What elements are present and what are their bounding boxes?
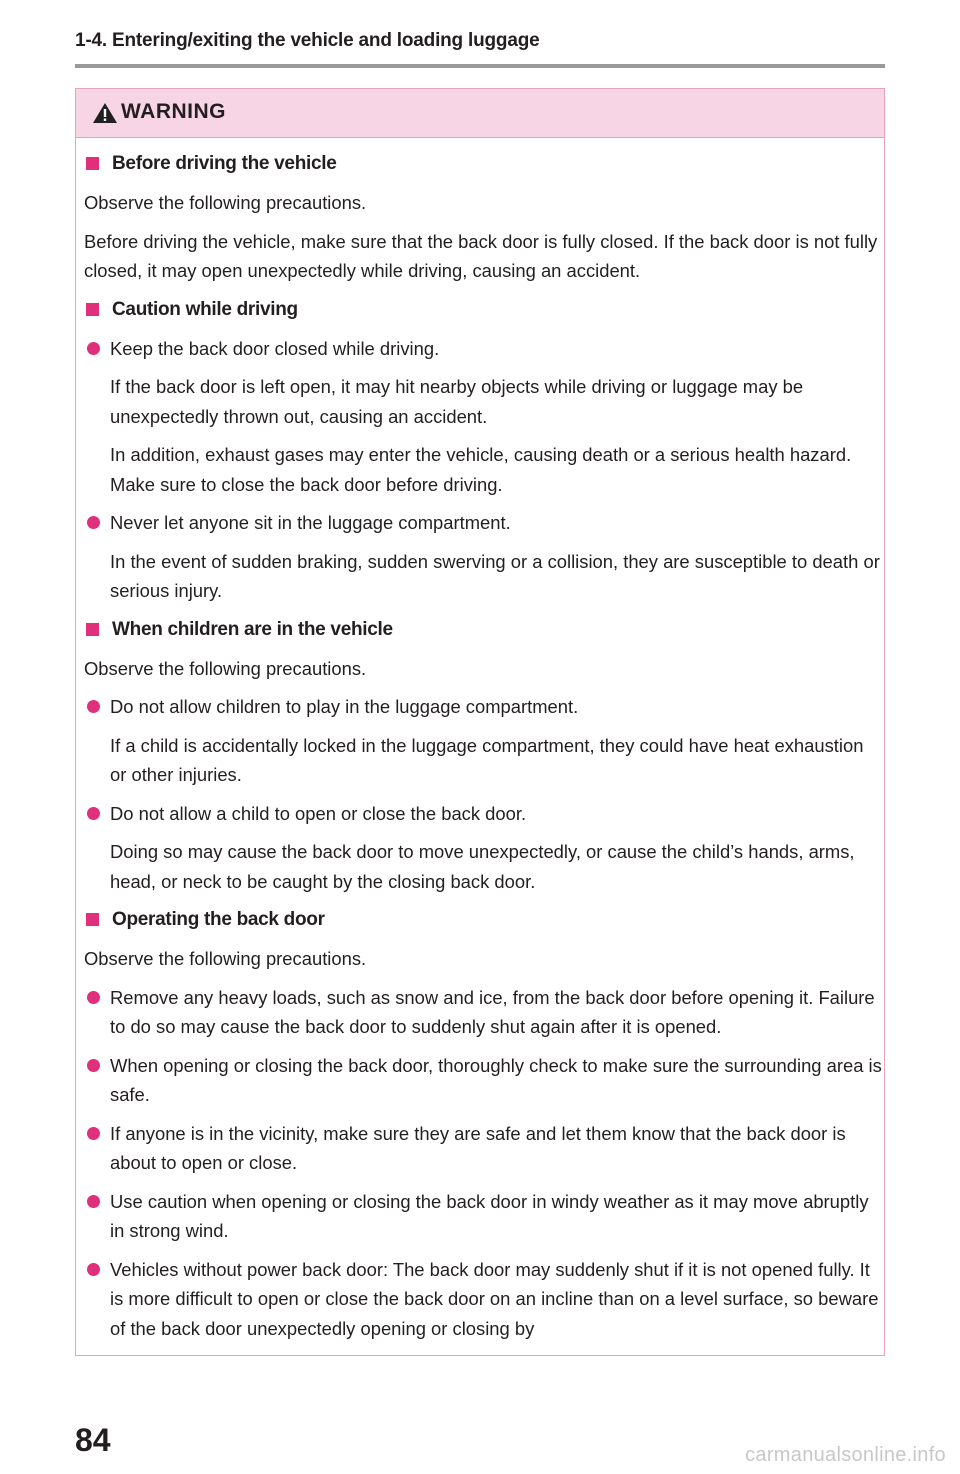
bullet-detail-text: In addition, exhaust gases may enter the vehicle, causing death or a serious health hazard. Make sure to close the back door before driving.	[110, 444, 852, 495]
warning-triangle-icon	[92, 102, 118, 124]
warning-title: WARNING	[121, 100, 226, 123]
bullet-item	[84, 983, 884, 1042]
header-divider	[75, 64, 885, 68]
paragraph-text: Before driving the vehicle, make sure that the back door is fully closed. If the back door is not fully closed, it may open unexpectedly while driving, causing an accident.	[84, 230, 878, 281]
paragraph-text: Observe the following precautions.	[84, 192, 367, 213]
circle-bullet-icon	[87, 700, 100, 713]
bullet-detail-text: In the event of sudden braking, sudden swerving or a collision, they are susceptible to death or serious injury.	[110, 550, 880, 601]
square-bullet-icon	[86, 623, 99, 636]
bullet-detail-text: If a child is accidentally locked in the luggage compartment, they could have heat exhaustion or other injuries.	[110, 734, 864, 785]
bullet-text: When opening or closing the back door, thoroughly check to make sure the surrounding area is safe.	[110, 1054, 882, 1105]
bullet-text: Keep the back door closed while driving.	[110, 337, 440, 359]
bullet-item	[84, 508, 884, 538]
watermark: carmanualsonline.info	[745, 1444, 946, 1466]
circle-bullet-icon	[87, 991, 100, 1004]
bullet-item	[84, 334, 884, 364]
circle-bullet-icon	[87, 1195, 100, 1208]
bullet-item	[84, 1187, 884, 1246]
circle-bullet-icon	[87, 1059, 100, 1072]
paragraph-text: Observe the following precautions.	[84, 657, 367, 679]
bullet-text: Use caution when opening or closing the back door in windy weather as it may move abruptly in strong wind.	[110, 1190, 869, 1241]
bullet-item	[84, 799, 884, 829]
page-number: 84	[75, 1422, 111, 1458]
bullet-detail-text: Doing so may cause the back door to move unexpectedly, or cause the child’s hands, arms, head, or neck to be caught by the closing back door.	[110, 841, 855, 892]
bullet-text: Vehicles without power back door: The back door may suddenly shut if it is not opened fully. It is more difficult to open or close the back door on an incline than on a level surface, so beware of the back door unexpectedly opening or closing by	[110, 1258, 879, 1339]
section-heading	[84, 905, 884, 935]
bullet-text: Do not allow a child to open or close the back door.	[110, 802, 527, 824]
section-heading	[84, 615, 884, 645]
warning-header	[76, 89, 884, 138]
bullet-text: Do not allow children to play in the luggage compartment.	[110, 696, 579, 717]
square-bullet-icon	[86, 913, 99, 926]
section-heading-text: Caution while driving	[112, 298, 298, 320]
warning-box	[75, 88, 885, 1356]
section-heading-text: Before driving the vehicle	[112, 153, 337, 174]
section-heading-text: Operating the back door	[112, 909, 325, 930]
bullet-text: Never let anyone sit in the luggage compartment.	[110, 512, 511, 533]
bullet-item	[84, 1255, 884, 1344]
circle-bullet-icon	[87, 807, 100, 820]
bullet-item	[84, 692, 884, 722]
running-header: 1-4. Entering/exiting the vehicle and loading luggage	[75, 30, 540, 51]
section-heading	[84, 295, 884, 325]
circle-bullet-icon	[87, 342, 100, 355]
warning-body	[84, 149, 884, 1352]
bullet-detail-text: If the back door is left open, it may hit nearby objects while driving or luggage may be unexpectedly thrown out, causing an accident.	[110, 376, 804, 427]
square-bullet-icon	[86, 157, 99, 170]
paragraph-text: Observe the following precautions.	[84, 948, 367, 969]
bullet-item	[84, 1051, 884, 1110]
section-heading	[84, 149, 884, 179]
section-heading-text: When children are in the vehicle	[112, 618, 393, 640]
circle-bullet-icon	[87, 516, 100, 529]
bullet-text: If anyone is in the vicinity, make sure they are safe and let them know that the back door is about to open or close.	[110, 1122, 846, 1173]
circle-bullet-icon	[87, 1127, 100, 1140]
bullet-text: Remove any heavy loads, such as snow and ice, from the back door before opening it. Failure to do so may cause the back door to suddenly shut again after it is opened.	[110, 986, 875, 1037]
bullet-item	[84, 1119, 884, 1178]
circle-bullet-icon	[87, 1263, 100, 1276]
square-bullet-icon	[86, 303, 99, 316]
